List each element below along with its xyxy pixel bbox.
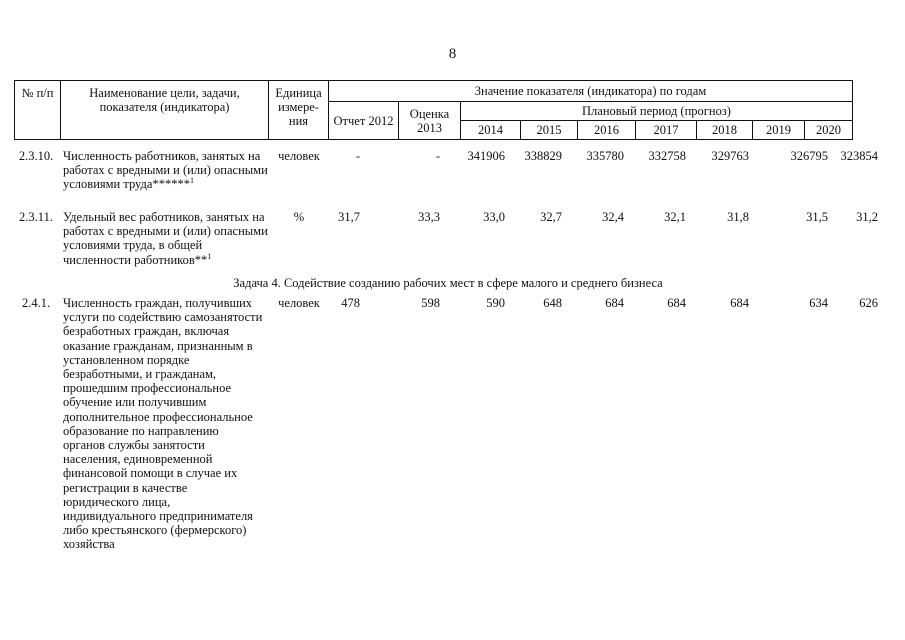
row-number: 2.3.10. bbox=[18, 149, 54, 163]
header-year: 2016 bbox=[578, 121, 636, 140]
indicator-name: Численность граждан, получивших услуги по содействию самозанятости безработных граждан, включая оказание гражданам, признанным в установленном порядке безработными, и гражданам, прошедшим профессиональное обучение или получившим дополнительное профессиональное образование по направлению органов службы занятости населения, единовременной финансовой помощи в случае их регистрации в качестве юридического лица, индивидуального предпринимателя либо крестьянского (фермерского) хозяйства bbox=[63, 296, 263, 552]
header-report: Отчет 2012 bbox=[329, 102, 399, 140]
value-2019: 326795 bbox=[790, 149, 828, 163]
unit: % bbox=[293, 210, 305, 224]
value-2019: 634 bbox=[809, 296, 828, 310]
header-col-num: № п/п bbox=[15, 81, 61, 140]
value-2014: 341906 bbox=[467, 149, 505, 163]
value-2017: 332758 bbox=[648, 149, 686, 163]
header-year: 2017 bbox=[636, 121, 697, 140]
header-year: 2014 bbox=[461, 121, 521, 140]
value-2014: 590 bbox=[486, 296, 505, 310]
page-number: 8 bbox=[448, 46, 457, 62]
row-number: 2.4.1. bbox=[21, 296, 51, 310]
value-2018: 329763 bbox=[711, 149, 749, 163]
value-2016: 335780 bbox=[586, 149, 624, 163]
unit: человек bbox=[278, 149, 320, 163]
header-year: 2019 bbox=[753, 121, 805, 140]
value-2015: 32,7 bbox=[540, 210, 562, 224]
unit: человек bbox=[278, 296, 320, 310]
table-header bbox=[14, 80, 853, 140]
indicator-name: Численность работников, занятых на работах с вредными и (или) опасными условиями труда******$^1$ bbox=[63, 149, 268, 192]
header-year: 2015 bbox=[521, 121, 578, 140]
value-2016: 32,4 bbox=[602, 210, 624, 224]
value-2013: - bbox=[435, 149, 440, 163]
value-2020: 626 bbox=[859, 296, 878, 310]
value-2012: 31,7 bbox=[338, 210, 360, 224]
value-2015: 648 bbox=[543, 296, 562, 310]
header-estimate: Оценка 2013 bbox=[399, 102, 461, 140]
value-2018: 31,8 bbox=[727, 210, 749, 224]
value-2013: 598 bbox=[421, 296, 440, 310]
value-2019: 31,5 bbox=[806, 210, 828, 224]
task-heading: Задача 4. Содействие созданию рабочих мест в сфере малого и среднего бизнеса bbox=[233, 276, 663, 290]
header-year: 2020 bbox=[805, 121, 853, 140]
row-number: 2.3.11. bbox=[19, 210, 53, 224]
value-2014: 33,0 bbox=[483, 210, 505, 224]
value-2017: 32,1 bbox=[664, 210, 686, 224]
value-2020: 323854 bbox=[840, 149, 878, 163]
value-2017: 684 bbox=[667, 296, 686, 310]
header-col-values: Значение показателя (индикатора) по годам bbox=[329, 81, 853, 102]
header-year: 2018 bbox=[697, 121, 753, 140]
indicator-name: Удельный вес работников, занятых на работах с вредными и (или) опасными условиями труда, в общей численности работников**$^1$ bbox=[63, 210, 268, 267]
value-2018: 684 bbox=[730, 296, 749, 310]
value-2012: 478 bbox=[341, 296, 360, 310]
value-2016: 684 bbox=[605, 296, 624, 310]
value-2015: 338829 bbox=[524, 149, 562, 163]
value-2012: - bbox=[355, 149, 360, 163]
header-col-unit: Единица измере-ния bbox=[269, 81, 329, 140]
value-2020: 31,2 bbox=[856, 210, 878, 224]
header-plan: Плановый период (прогноз) bbox=[461, 102, 853, 121]
value-2013: 33,3 bbox=[418, 210, 440, 224]
header-col-name: Наименование цели, задачи, показателя (индикатора) bbox=[61, 81, 269, 140]
